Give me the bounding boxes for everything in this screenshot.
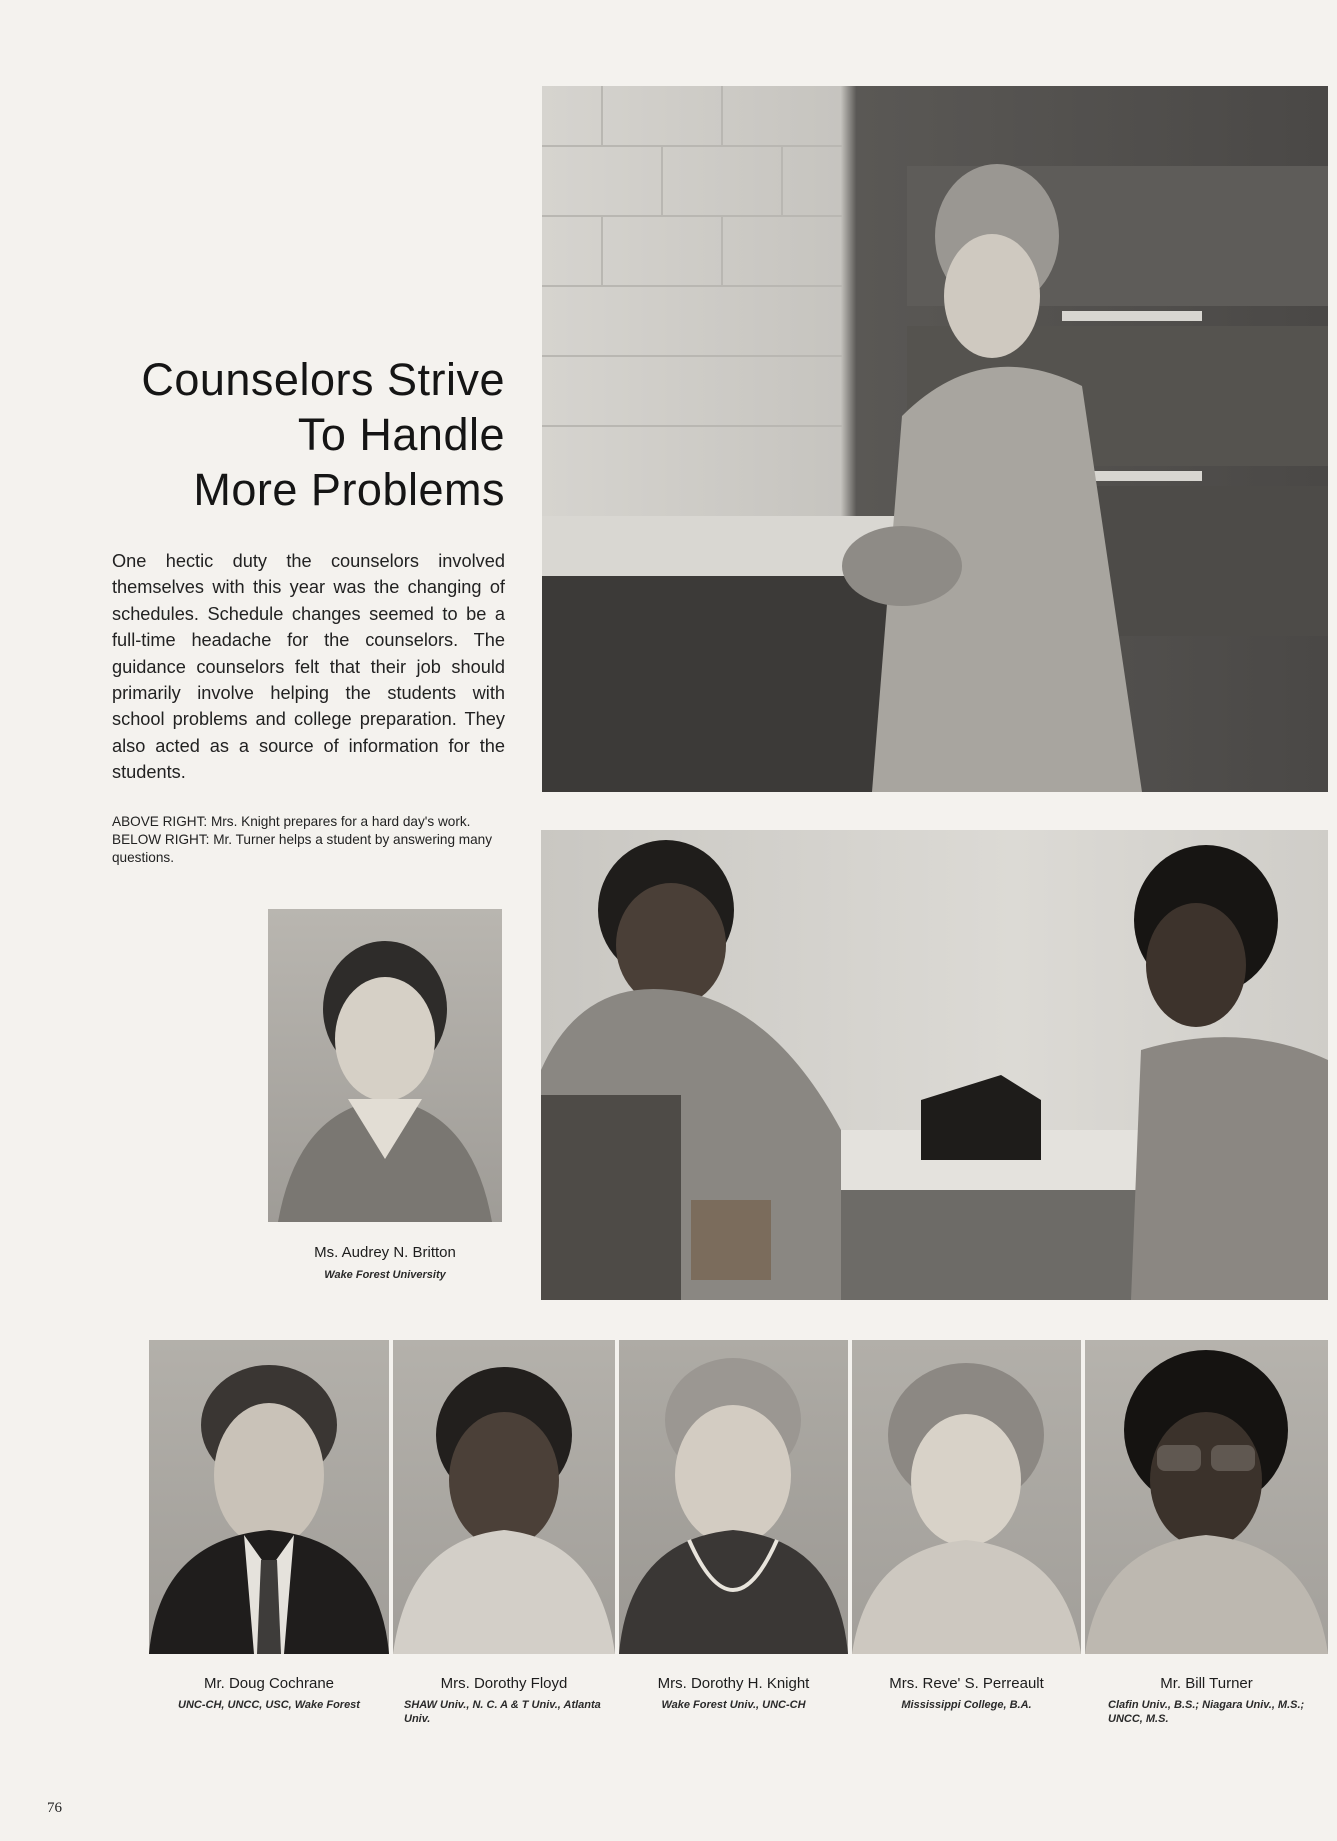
- portrait-school-floyd: SHAW Univ., N. C. A & T Univ., Atlanta Univ.: [404, 1699, 601, 1725]
- portrait-school-cochrane: UNC-CH, UNCC, USC, Wake Forest: [178, 1699, 360, 1711]
- portrait-school-turner: Clafin Univ., B.S.; Niagara Univ., M.S.; UNCC, M.S.: [1108, 1699, 1305, 1725]
- portrait-britton: [268, 909, 502, 1222]
- portrait-name-floyd: Mrs. Dorothy Floyd: [440, 1675, 568, 1692]
- portrait-cochrane: [149, 1340, 389, 1654]
- portrait-name-turner: Mr. Bill Turner: [1160, 1675, 1253, 1692]
- page-headline: [90, 352, 505, 517]
- portrait-name-cochrane: Mr. Doug Cochrane: [203, 1675, 335, 1692]
- portrait-floyd: [393, 1340, 615, 1654]
- headline-line-3: More Problems: [193, 464, 505, 515]
- featured-portrait-name: Ms. Audrey N. Britton: [314, 1244, 456, 1261]
- portrait-school-knight: Wake Forest Univ., UNC-CH: [661, 1699, 806, 1711]
- featured-portrait-school: Wake Forest University: [324, 1269, 446, 1281]
- portrait-name-perreault: Mrs. Reve' S. Perreault: [889, 1675, 1044, 1692]
- photo-turner-with-student: [541, 830, 1328, 1300]
- portrait-name-knight: Mrs. Dorothy H. Knight: [657, 1675, 810, 1692]
- photo-knight-at-desk: [542, 86, 1328, 792]
- headline-line-1: Counselors Strive: [141, 354, 505, 405]
- page-number: 76: [47, 1800, 62, 1816]
- article-body: One hectic duty the counselors involved themselves with this year was the changing of schedules. Schedule changes seemed to be a full-time headache for the counselors. The guidance counselors felt that their job should primarily involve helping the students with school problems and college preparation. They also acted as a source of information for the students.: [112, 551, 505, 783]
- portrait-knight: [619, 1340, 848, 1654]
- portrait-school-perreault: Mississippi College, B.A.: [901, 1699, 1032, 1711]
- portrait-perreault: [852, 1340, 1081, 1654]
- headline-line-2: To Handle: [297, 409, 505, 460]
- photo-caption: ABOVE RIGHT: Mrs. Knight prepares for a hard day's work. BELOW RIGHT: Mr. Turner helps a student by answering many questions.: [112, 814, 493, 865]
- portrait-turner: [1085, 1340, 1328, 1654]
